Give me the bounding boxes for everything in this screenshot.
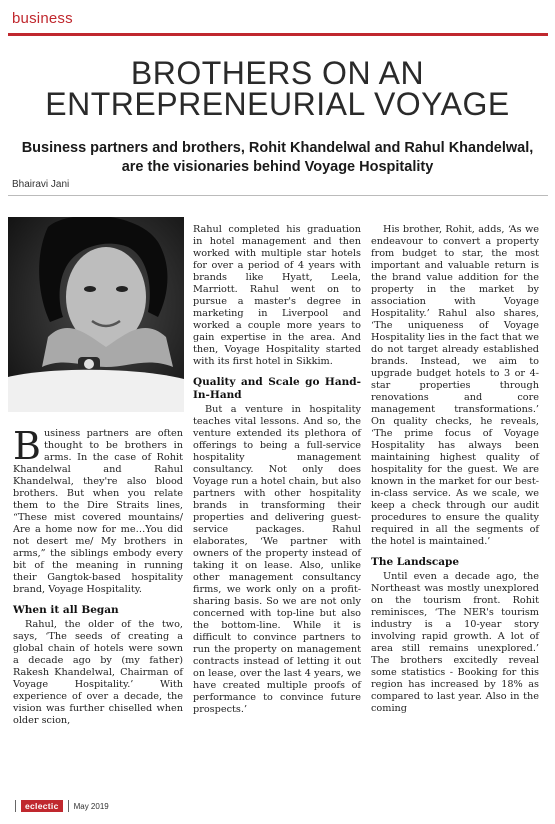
- intro-paragraph: [13, 424, 183, 596]
- footer-divider: [68, 800, 69, 812]
- headline: [0, 55, 555, 122]
- section-rule: [8, 33, 548, 36]
- footer-divider: [15, 800, 16, 812]
- subhead-when-it-all-began: When it all Began: [13, 604, 119, 616]
- paragraph: His brother, Rohit, adds, ‘As we endeavour to convert a property from budget to star, the most important and valuable return is the brand value addition for the property in the market by association with Voyage Hospitality.’ Rahul also shares, ‘The uniqueness of Voyage Hospitality lies in the fact that we do not target already established brands. Instead, we aim to upgrade budget hotels to 3 or 4-star properties through renovations and core management transformations.’ On quality checks, he reveals, ‘The prime focus of Voyage Hospitality has always been maintaining highest quality of hospitality for the guest. We are known in the market for our best-in-class service. As we scale, we keep a check through our audit procedures to ensure the quality required in all the segments of the hotel is maintained.’: [371, 224, 539, 547]
- paragraph: But a venture in hospitality teaches vital lessons. And so, the venture extended its plethora of offerings to being a full-service hospitality management consultancy. Not only does Voyage run a hotel chain, but also partners with other hospitality brands in transforming their properties and delivering guest-service packages. Rahul elaborates, ‘We partner with owners of the property instead of taking it on lease. Also, unlike other management consultancy firms, we work only on a profit-sharing basis. So we are not only concerned with top-line but also the bottom-line. While it is difficult to convince partners to run the property on management contracts instead of letting it out on lease, over the last 4 years, we have created multiple proofs of performance to convince future prospects.’: [193, 404, 361, 715]
- page-footer: [10, 797, 109, 815]
- intro-text: usiness partners are often thought to be brothers in arms. In the case of Rohit Khandelwal and Rahul Khandelwal, they're also blood brothers. But when you relate them to the Dire Straits lines, “These mist covered mountains/ Are a home now for me…You did not desert me/ My brothers in arms,” the siblings embody every bit of the meaning in running their Gangtok-based hospitality brand, Voyage Hospitality.: [13, 428, 183, 595]
- issue-date: May 2019: [73, 801, 109, 811]
- section-label: business: [12, 10, 73, 27]
- column-2: [193, 224, 361, 716]
- subhead-quality-and-scale: Quality and Scale go Hand-In-Hand: [193, 376, 361, 401]
- paragraph: Until even a decade ago, the Northeast was mostly unexplored on the tourism front. Rohit reminisces, ‘The NER's tourism industry is a 10-year story involving rapid growth. A lot of area still remains unexplored.’ The brothers excitedly reveal some statistics - Booking for this region has increased by 18% as compared to last year. Also in the coming: [371, 571, 539, 714]
- headline-line-1: BROTHERS ON AN: [130, 55, 425, 91]
- paragraph: Rahul, the older of the two, says, ‘The seeds of creating a global chain of hotels were sown a decade ago by (my father) Rakesh Khandelwal, Chairman of Voyage Hospitality.’ With experience of over a decade, the vision was further chiselled when older scion,: [13, 619, 183, 726]
- magazine-logo: eclectic: [21, 800, 63, 812]
- column-3: [371, 224, 539, 715]
- column-1: [13, 424, 183, 727]
- byline-rule: [8, 195, 548, 196]
- standfirst: Business partners and brothers, Rohit Khandelwal and Rahul Khandelwal, are the visionaries behind Voyage Hospitality: [21, 140, 534, 175]
- portrait-illustration: [8, 217, 184, 412]
- subhead-the-landscape: The Landscape: [371, 556, 460, 568]
- drop-cap: B: [13, 424, 41, 468]
- paragraph: Rahul completed his graduation in hotel management and then worked with multiple star hotels for over a period of 4 years with brands like Hyatt, Leela, Marriott. Rahul went on to pursue a master's degree in marketing in Liverpool and worked a couple more years to gain expertise in the area. And then, Voyage Hospitality started with its first hotel in Sikkim.: [193, 224, 361, 367]
- headline-line-2: ENTREPRENEURIAL VOYAGE: [45, 86, 510, 122]
- portrait-photo: [8, 217, 184, 412]
- byline: Bhairavi Jani: [12, 179, 70, 190]
